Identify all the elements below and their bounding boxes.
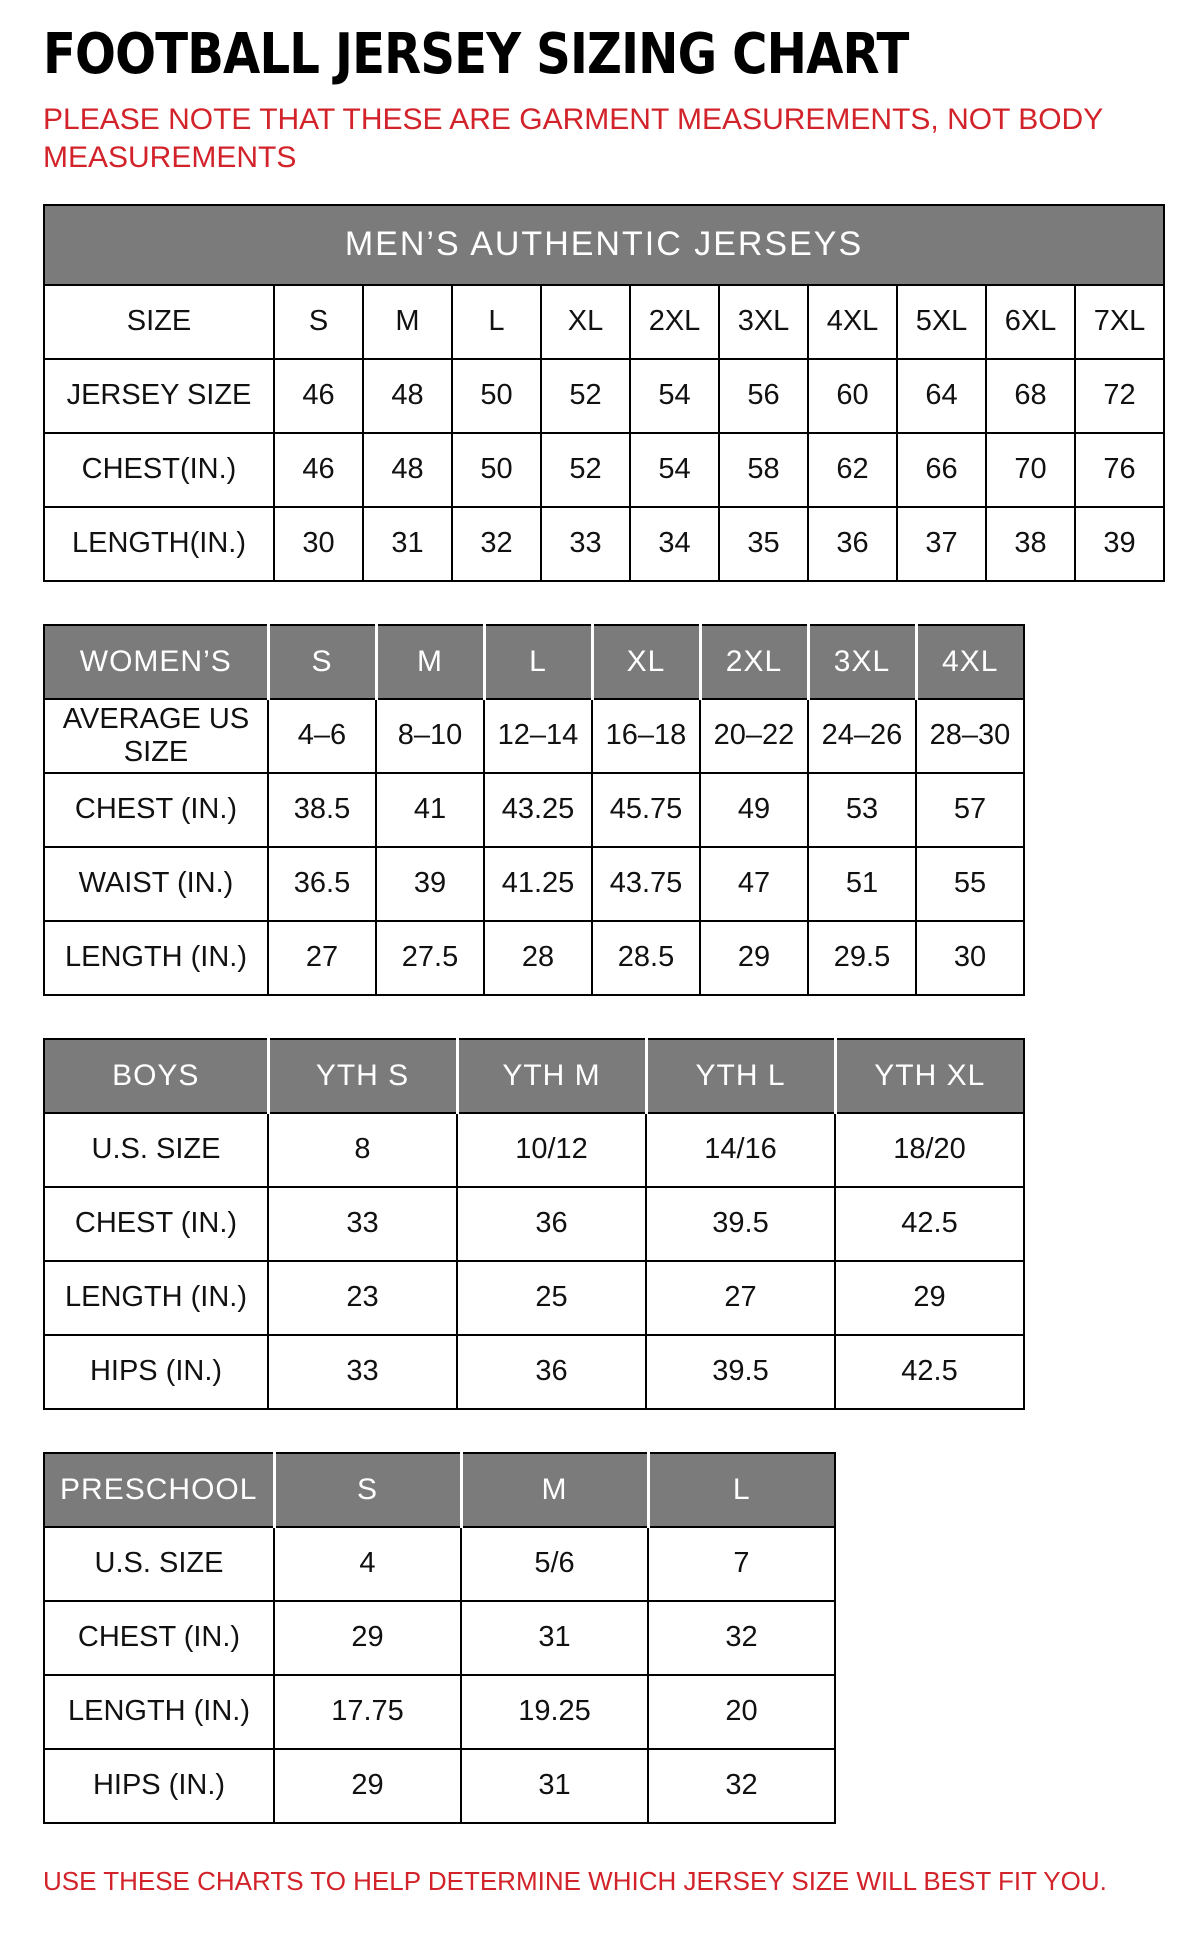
- cell: 36: [808, 507, 897, 581]
- cell: 28.5: [592, 921, 700, 995]
- row-label: CHEST (IN.): [44, 1187, 268, 1261]
- row-label: AVERAGE US SIZE: [44, 699, 268, 773]
- cell: 29.5: [808, 921, 916, 995]
- column-header: YTH XL: [835, 1039, 1024, 1113]
- cell: 49: [700, 773, 808, 847]
- cell: 70: [986, 433, 1075, 507]
- cell: 60: [808, 359, 897, 433]
- table-row: [44, 1601, 835, 1675]
- cell: 39: [376, 847, 484, 921]
- cell: 17.75: [274, 1675, 461, 1749]
- cell: 31: [461, 1601, 648, 1675]
- cell: 39.5: [646, 1187, 835, 1261]
- cell: XL: [541, 285, 630, 359]
- cell: 7: [648, 1527, 835, 1601]
- cell: 28: [484, 921, 592, 995]
- cell: 33: [541, 507, 630, 581]
- table-row: [44, 921, 1024, 995]
- table-row: [44, 699, 1024, 773]
- cell: 39.5: [646, 1335, 835, 1409]
- womens-header-row: [44, 625, 1024, 699]
- table-row: [44, 433, 1164, 507]
- cell: 24–26: [808, 699, 916, 773]
- cell: 47: [700, 847, 808, 921]
- cell: 51: [808, 847, 916, 921]
- cell: 28–30: [916, 699, 1024, 773]
- cell: 46: [274, 433, 363, 507]
- cell: 20: [648, 1675, 835, 1749]
- cell: 36: [457, 1335, 646, 1409]
- cell: 39: [1075, 507, 1164, 581]
- cell: 18/20: [835, 1113, 1024, 1187]
- cell: 29: [274, 1749, 461, 1823]
- cell: 10/12: [457, 1113, 646, 1187]
- cell: 8: [268, 1113, 457, 1187]
- boys-sizing-table: [43, 1038, 1025, 1410]
- preschool-header-label: PRESCHOOL: [44, 1453, 274, 1527]
- cell: 48: [363, 359, 452, 433]
- cell: 66: [897, 433, 986, 507]
- cell: 25: [457, 1261, 646, 1335]
- table-row: [44, 847, 1024, 921]
- row-label: LENGTH (IN.): [44, 1675, 274, 1749]
- cell: 2XL: [630, 285, 719, 359]
- cell: 33: [268, 1187, 457, 1261]
- cell: 27: [646, 1261, 835, 1335]
- cell: 72: [1075, 359, 1164, 433]
- cell: 4–6: [268, 699, 376, 773]
- table-row: [44, 1749, 835, 1823]
- cell: 35: [719, 507, 808, 581]
- column-header: L: [648, 1453, 835, 1527]
- column-header: S: [268, 625, 376, 699]
- cell: 30: [916, 921, 1024, 995]
- column-header: L: [484, 625, 592, 699]
- cell: 29: [835, 1261, 1024, 1335]
- cell: 41.25: [484, 847, 592, 921]
- row-label: JERSEY SIZE: [44, 359, 274, 433]
- cell: 57: [916, 773, 1024, 847]
- cell: 3XL: [719, 285, 808, 359]
- cell: 32: [648, 1601, 835, 1675]
- column-header: 3XL: [808, 625, 916, 699]
- cell: 54: [630, 433, 719, 507]
- cell: 43.75: [592, 847, 700, 921]
- cell: 52: [541, 433, 630, 507]
- table-row: [44, 773, 1024, 847]
- cell: 32: [452, 507, 541, 581]
- mens-title-row: [44, 205, 1164, 285]
- cell: 14/16: [646, 1113, 835, 1187]
- row-label: LENGTH (IN.): [44, 1261, 268, 1335]
- cell: 38: [986, 507, 1075, 581]
- cell: 19.25: [461, 1675, 648, 1749]
- cell: 43.25: [484, 773, 592, 847]
- cell: 46: [274, 359, 363, 433]
- cell: 54: [630, 359, 719, 433]
- cell: 42.5: [835, 1335, 1024, 1409]
- cell: 27: [268, 921, 376, 995]
- boys-header-label: BOYS: [44, 1039, 268, 1113]
- cell: 16–18: [592, 699, 700, 773]
- preschool-header-row: [44, 1453, 835, 1527]
- table-row: [44, 359, 1164, 433]
- cell: 76: [1075, 433, 1164, 507]
- column-header: YTH S: [268, 1039, 457, 1113]
- table-row: [44, 1187, 1024, 1261]
- cell: 53: [808, 773, 916, 847]
- column-header: M: [376, 625, 484, 699]
- cell: 68: [986, 359, 1075, 433]
- row-label: CHEST (IN.): [44, 1601, 274, 1675]
- cell: S: [274, 285, 363, 359]
- cell: 34: [630, 507, 719, 581]
- row-label: CHEST (IN.): [44, 773, 268, 847]
- table-row: [44, 1675, 835, 1749]
- cell: 50: [452, 433, 541, 507]
- cell: 29: [700, 921, 808, 995]
- row-label: LENGTH (IN.): [44, 921, 268, 995]
- preschool-sizing-table: [43, 1452, 836, 1824]
- garment-measurement-note: PLEASE NOTE THAT THESE ARE GARMENT MEASUREMENTS, NOT BODY MEASUREMENTS: [43, 102, 1103, 175]
- cell: 52: [541, 359, 630, 433]
- cell: 4XL: [808, 285, 897, 359]
- cell: 33: [268, 1335, 457, 1409]
- column-header: 4XL: [916, 625, 1024, 699]
- row-label: SIZE: [44, 285, 274, 359]
- cell: 42.5: [835, 1187, 1024, 1261]
- cell: 41: [376, 773, 484, 847]
- cell: M: [363, 285, 452, 359]
- cell: 4: [274, 1527, 461, 1601]
- column-header: XL: [592, 625, 700, 699]
- cell: 45.75: [592, 773, 700, 847]
- cell: L: [452, 285, 541, 359]
- boys-header-row: [44, 1039, 1024, 1113]
- cell: 50: [452, 359, 541, 433]
- cell: 27.5: [376, 921, 484, 995]
- cell: 58: [719, 433, 808, 507]
- cell: 48: [363, 433, 452, 507]
- cell: 62: [808, 433, 897, 507]
- cell: 5XL: [897, 285, 986, 359]
- cell: 12–14: [484, 699, 592, 773]
- cell: 37: [897, 507, 986, 581]
- cell: 5/6: [461, 1527, 648, 1601]
- cell: 36.5: [268, 847, 376, 921]
- table-row: [44, 507, 1164, 581]
- cell: 8–10: [376, 699, 484, 773]
- cell: 7XL: [1075, 285, 1164, 359]
- cell: 36: [457, 1187, 646, 1261]
- cell: 56: [719, 359, 808, 433]
- row-label: U.S. SIZE: [44, 1113, 268, 1187]
- page-title: FOOTBALL JERSEY SIZING CHART: [43, 22, 909, 87]
- mens-table-title: MEN’S AUTHENTIC JERSEYS: [44, 205, 1164, 285]
- table-row: [44, 1261, 1024, 1335]
- cell: 31: [461, 1749, 648, 1823]
- row-label: LENGTH(IN.): [44, 507, 274, 581]
- table-row: [44, 1527, 835, 1601]
- cell: 6XL: [986, 285, 1075, 359]
- cell: 31: [363, 507, 452, 581]
- womens-sizing-table: [43, 624, 1025, 996]
- column-header: M: [461, 1453, 648, 1527]
- row-label: U.S. SIZE: [44, 1527, 274, 1601]
- cell: 29: [274, 1601, 461, 1675]
- table-row: [44, 1113, 1024, 1187]
- table-row: [44, 285, 1164, 359]
- cell: 38.5: [268, 773, 376, 847]
- cell: 23: [268, 1261, 457, 1335]
- cell: 64: [897, 359, 986, 433]
- cell: 30: [274, 507, 363, 581]
- mens-sizing-table: [43, 204, 1165, 582]
- row-label: CHEST(IN.): [44, 433, 274, 507]
- table-row: [44, 1335, 1024, 1409]
- womens-header-label: WOMEN’S: [44, 625, 268, 699]
- row-label: HIPS (IN.): [44, 1335, 268, 1409]
- column-header: 2XL: [700, 625, 808, 699]
- column-header: S: [274, 1453, 461, 1527]
- cell: 55: [916, 847, 1024, 921]
- cell: 32: [648, 1749, 835, 1823]
- row-label: HIPS (IN.): [44, 1749, 274, 1823]
- column-header: YTH L: [646, 1039, 835, 1113]
- column-header: YTH M: [457, 1039, 646, 1113]
- row-label: WAIST (IN.): [44, 847, 268, 921]
- fit-advice-note: USE THESE CHARTS TO HELP DETERMINE WHICH JERSEY SIZE WILL BEST FIT YOU.: [43, 1865, 1107, 1896]
- cell: 20–22: [700, 699, 808, 773]
